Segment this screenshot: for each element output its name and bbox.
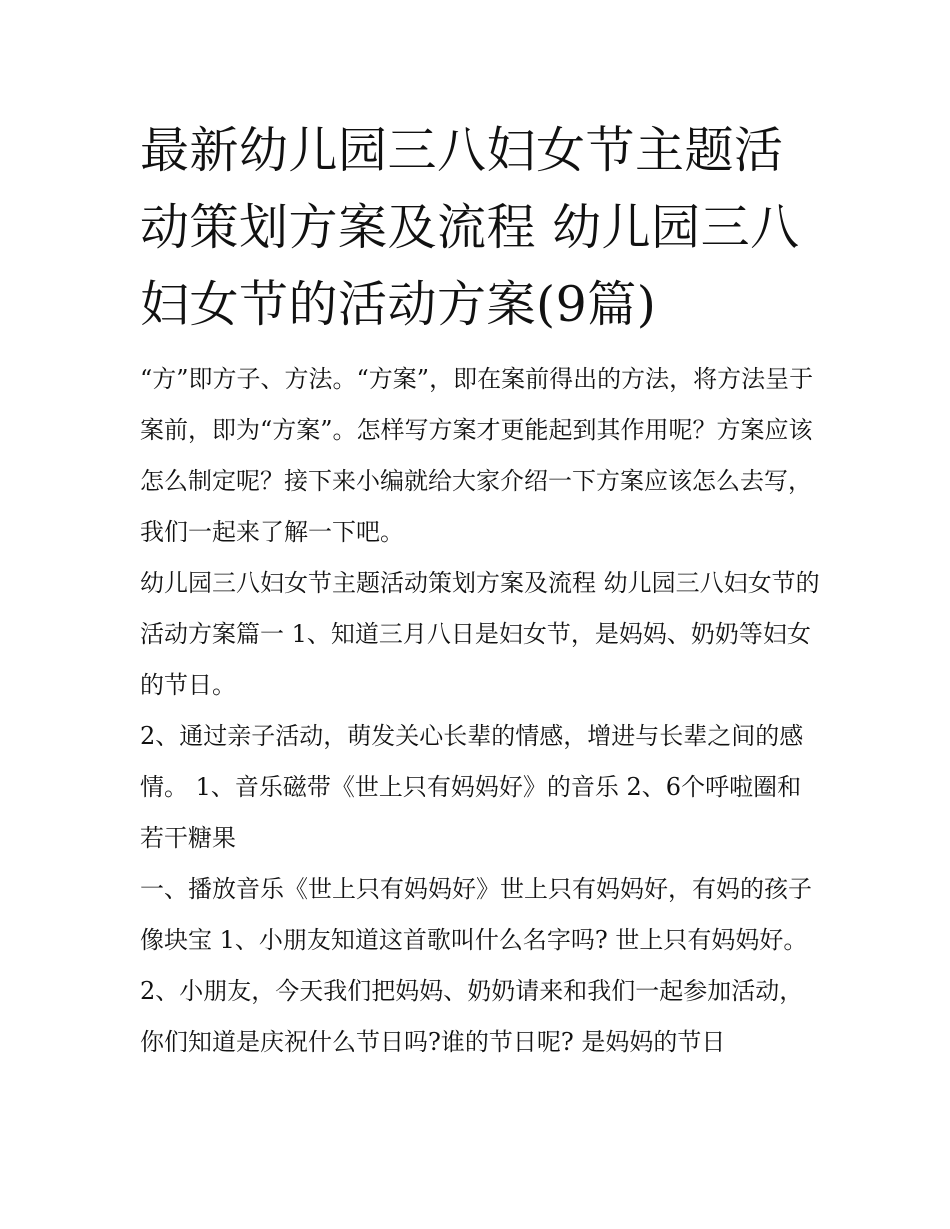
paragraph-goal-materials: 2、通过亲子活动，萌发关心长辈的情感，增进与长辈之间的感情。 1、音乐磁带《世上只有妈妈好》的音乐 2、6个呼啦圈和若干糖果 bbox=[140, 722, 804, 852]
paragraph-step-two: 2、小朋友，今天我们把妈妈、奶奶请来和我们一起参加活动，你们知道是庆祝什么节日吗?谁的节日呢? 是妈妈的节日 bbox=[140, 977, 804, 1056]
document-title: 最新幼儿园三八妇女节主题活动策划方案及流程 幼儿园三八妇女节的活动方案(9篇) bbox=[140, 122, 800, 333]
document-body bbox=[140, 354, 820, 1068]
paragraph-article-one: 幼儿园三八妇女节主题活动策划方案及流程 幼儿园三八妇女节的活动方案篇一 1、知道三月八日是妇女节，是妈妈、奶奶等妇女的节日。 bbox=[140, 569, 820, 699]
paragraph-intro: “方”即方子、方法。“方案”，即在案前得出的方法，将方法呈于案前，即为“方案”。怎样写方案才更能起到其作用呢？方案应该怎么制定呢？接下来小编就给大家介绍一下方案应该怎么去写，我们一起来了解一下吧。 bbox=[140, 365, 814, 546]
paragraph-step-one: 一、播放音乐《世上只有妈妈好》世上只有妈妈好，有妈的孩子像块宝 1、小朋友知道这首歌叫什么名字吗? 世上只有妈妈好。 bbox=[140, 875, 812, 954]
